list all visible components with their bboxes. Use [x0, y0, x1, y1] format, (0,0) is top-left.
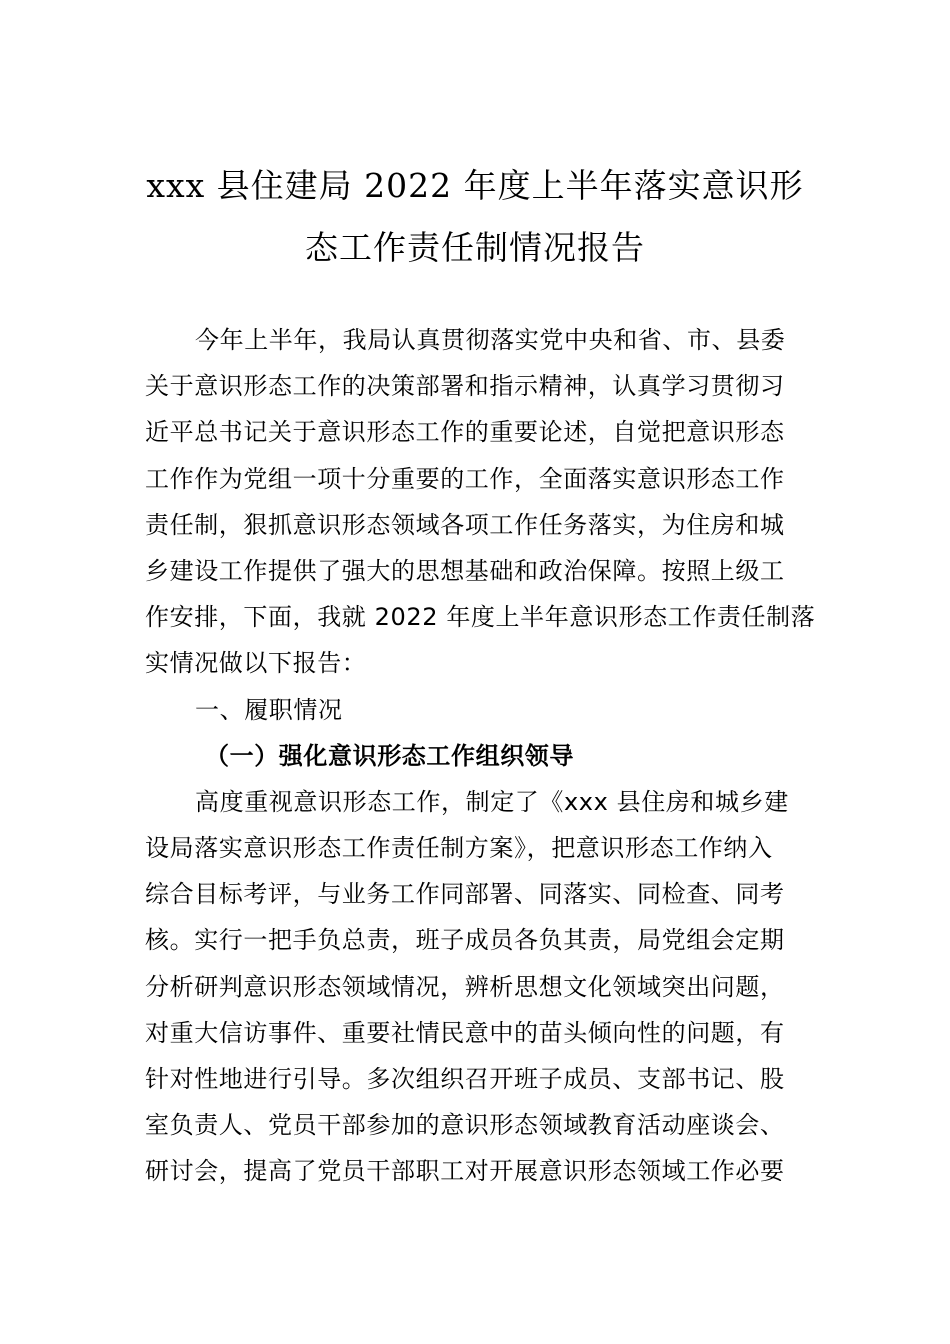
subsection-heading: （一）强化意识形态工作组织领导 [205, 741, 574, 770]
paragraph-line: 工作作为党组一项十分重要的工作，全面落实意识形态工作 [145, 464, 785, 493]
paragraph-line: 针对性地进行引导。多次组织召开班子成员、支部书记、股 [145, 1065, 785, 1093]
section-heading: 一、履职情况 [195, 695, 343, 724]
paragraph-line: 近平总书记关于意识形态工作的重要论述，自觉把意识形态 [145, 418, 785, 447]
paragraph-line: 作安排，下面，我就 2022 年度上半年意识形态工作责任制落 [145, 603, 816, 632]
paragraph-line: 分析研判意识形态领域情况，辨析思想文化领域突出问题， [145, 972, 785, 1001]
paragraph-line: 高度重视意识形态工作，制定了《xxx 县住房和城乡建 [195, 787, 789, 816]
paragraph-line: 设局落实意识形态工作责任制方案》，把意识形态工作纳入 [145, 834, 773, 863]
document-body [145, 317, 816, 1195]
paragraph-line: 乡建设工作提供了强大的思想基础和政治保障。按照上级工 [145, 556, 785, 585]
paragraph-line: 实情况做以下报告： [145, 649, 367, 678]
paragraph-line: 今年上半年，我局认真贯彻落实党中央和省、市、县委 [195, 326, 786, 354]
paragraph-line: 核。实行一把手负总责，班子成员各负其责，局党组会定期 [145, 926, 785, 955]
paragraph-line: 研讨会，提高了党员干部职工对开展意识形态领域工作必要 [145, 1157, 785, 1186]
paragraph-line: 对重大信访事件、重要社情民意中的苗头倾向性的问题，有 [145, 1018, 785, 1047]
paragraph-line: 关于意识形态工作的决策部署和指示精神，认真学习贯彻习 [145, 372, 785, 401]
document-title-line-2: 态工作责任制情况报告 [305, 228, 645, 267]
document-title-line-1: xxx 县住建局 2022 年度上半年落实意识形 [146, 166, 804, 205]
paragraph-line: 室负责人、党员干部参加的意识形态领域教育活动座谈会、 [145, 1111, 785, 1140]
paragraph-line: 责任制，狠抓意识形态领域各项工作任务落实，为住房和城 [145, 510, 785, 539]
paragraph-line: 综合目标考评，与业务工作同部署、同落实、同检查、同考 [145, 880, 785, 909]
